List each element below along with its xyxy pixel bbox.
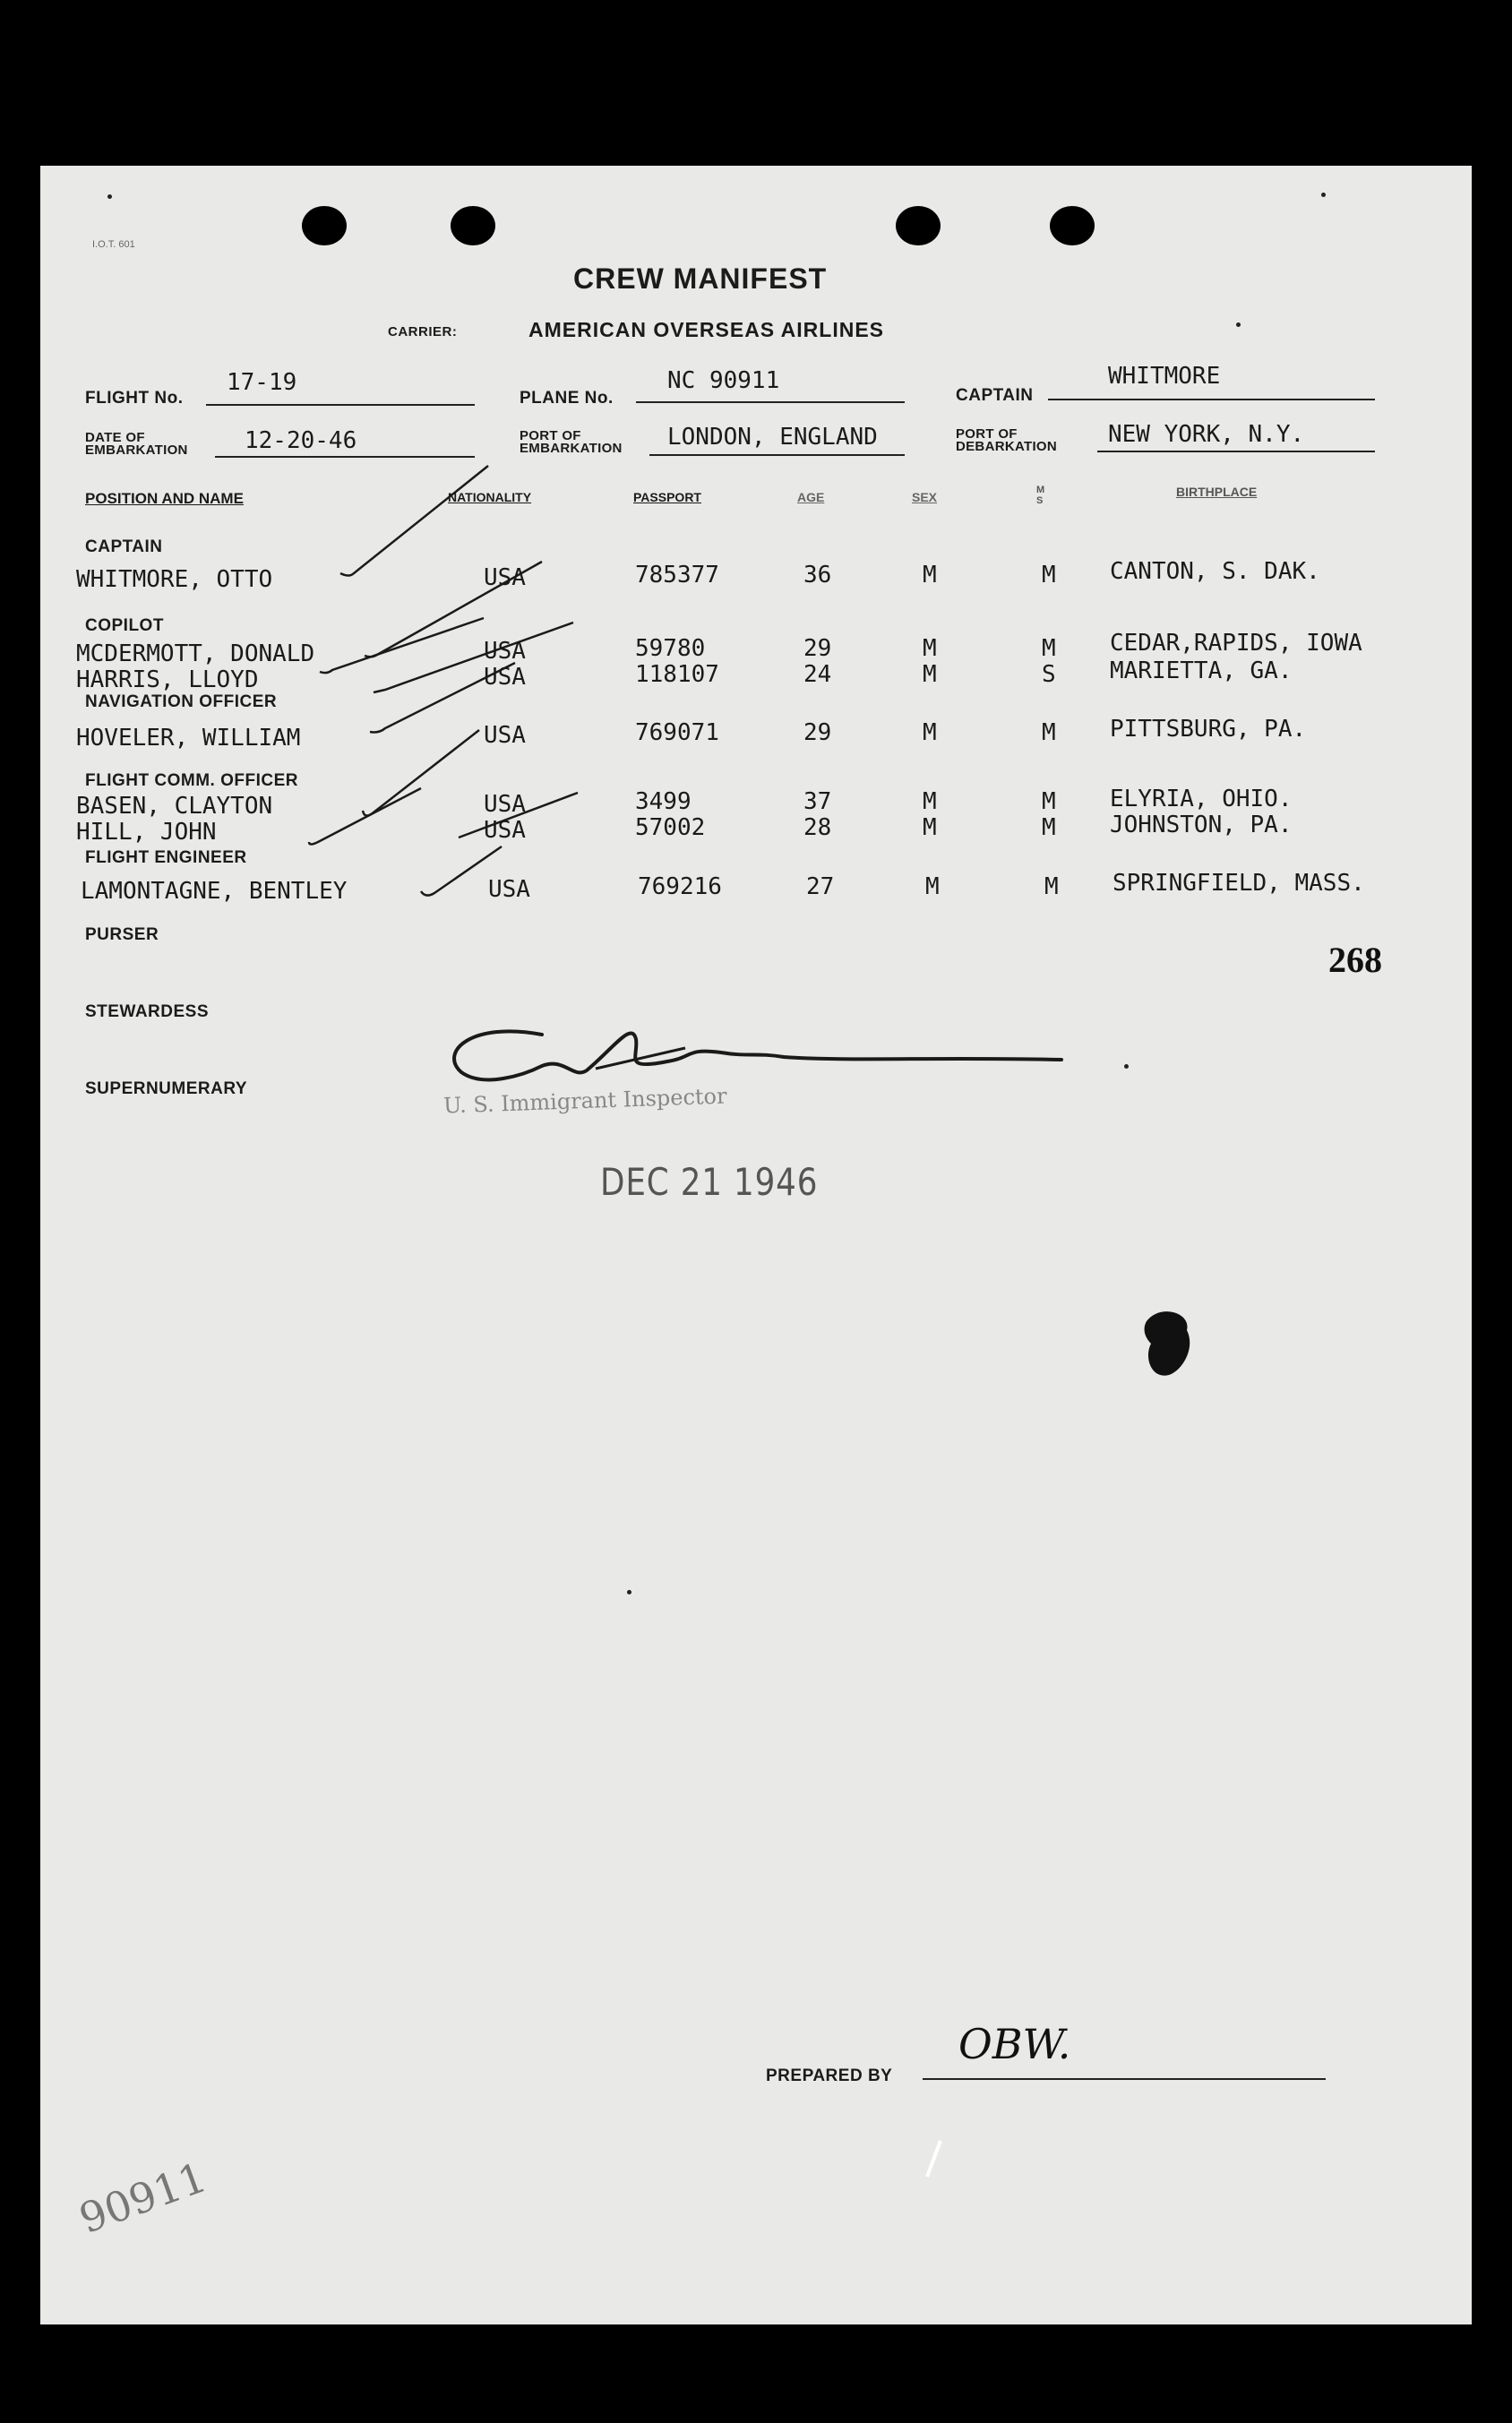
crew-name: HILL, JOHN <box>76 819 217 846</box>
crew-nationality: USA <box>488 876 530 903</box>
port-deb-label: PORT OF DEBARKATION <box>956 426 1058 454</box>
plane-no-label: PLANE No. <box>520 389 614 408</box>
speck <box>1236 322 1241 327</box>
crew-age: 27 <box>806 873 835 900</box>
crew-passport: 118107 <box>635 661 719 688</box>
crew-marital: M <box>1042 814 1056 841</box>
speck <box>1124 1064 1129 1069</box>
col-passport: PASSPORT <box>633 490 701 504</box>
section-flight-comm-officer: FLIGHT COMM. OFFICER <box>85 771 298 790</box>
crew-age: 28 <box>803 814 832 841</box>
crew-sex: M <box>923 719 937 746</box>
crew-sex: M <box>923 788 937 815</box>
crew-marital: M <box>1042 635 1056 662</box>
crew-sex: M <box>923 562 937 589</box>
flight-no-value: 17-19 <box>227 369 297 396</box>
flight-no-rule <box>206 404 475 406</box>
crew-nationality: USA <box>484 722 526 749</box>
crew-birthplace: CANTON, S. DAK. <box>1110 558 1320 585</box>
speck <box>1321 193 1326 197</box>
punch-hole <box>302 206 347 245</box>
plane-no-rule <box>636 401 905 403</box>
handwritten-note: 90911 <box>73 2152 213 2243</box>
crew-age: 36 <box>803 562 832 589</box>
crew-name: MCDERMOTT, DONALD <box>76 640 315 667</box>
col-position-name: POSITION AND NAME <box>85 490 244 507</box>
port-deb-rule <box>1097 451 1375 452</box>
crew-birthplace: JOHNSTON, PA. <box>1110 812 1293 838</box>
inspector-stamp: U. S. Immigrant Inspector <box>442 1083 727 1119</box>
flight-no-label: FLIGHT No. <box>85 389 184 408</box>
crew-marital: S <box>1042 661 1056 688</box>
date-emb-label: DATE OF EMBARKATION <box>85 430 188 458</box>
crew-passport: 769216 <box>638 873 722 900</box>
crew-birthplace: MARIETTA, GA. <box>1110 657 1293 684</box>
crew-name: HARRIS, LLOYD <box>76 666 259 693</box>
crew-marital: M <box>1042 562 1056 589</box>
captain-value: WHITMORE <box>1108 363 1221 390</box>
col-marital: M S <box>1036 485 1045 506</box>
speck <box>107 194 112 199</box>
col-sex: SEX <box>912 490 938 504</box>
port-emb-rule <box>649 454 905 456</box>
crew-passport: 3499 <box>635 788 692 815</box>
captain-label: CAPTAIN <box>956 386 1034 405</box>
crew-birthplace: CEDAR,RAPIDS, IOWA <box>1110 630 1362 657</box>
punch-hole <box>451 206 495 245</box>
manifest-sheet <box>40 166 1472 2324</box>
crew-birthplace: SPRINGFIELD, MASS. <box>1113 870 1365 897</box>
crew-marital: M <box>1042 719 1056 746</box>
prepared-by-initials: OBW. <box>958 2020 1071 2068</box>
inspector-signature <box>40 166 1472 2324</box>
crew-name: HOVELER, WILLIAM <box>76 725 301 752</box>
punch-hole <box>896 206 941 245</box>
crew-birthplace: PITTSBURG, PA. <box>1110 716 1307 743</box>
col-age: AGE <box>797 490 825 504</box>
carrier-name: AMERICAN OVERSEAS AIRLINES <box>528 318 885 341</box>
crew-marital: M <box>1042 788 1056 815</box>
crew-name: BASEN, CLAYTON <box>76 793 273 820</box>
port-emb-value: LONDON, ENGLAND <box>667 424 878 451</box>
crew-age: 29 <box>803 719 832 746</box>
date-emb-value: 12-20-46 <box>245 427 357 454</box>
crew-passport: 57002 <box>635 814 706 841</box>
section-purser: PURSER <box>85 925 159 944</box>
crew-nationality: USA <box>484 638 526 665</box>
col-birthplace: BIRTHPLACE <box>1176 485 1258 499</box>
prepared-by-rule <box>923 2078 1326 2080</box>
crew-sex: M <box>923 814 937 841</box>
port-deb-value: NEW YORK, N.Y. <box>1108 421 1305 448</box>
prepared-by-label: PREPARED BY <box>766 2066 893 2085</box>
crew-age: 37 <box>803 788 832 815</box>
crew-passport: 769071 <box>635 719 719 746</box>
section-copilot: COPILOT <box>85 616 164 635</box>
plane-no-value: NC 90911 <box>667 367 780 394</box>
date-emb-rule <box>215 456 475 458</box>
crew-passport: 59780 <box>635 635 706 662</box>
crew-nationality: USA <box>484 664 526 691</box>
section-stewardess: STEWARDESS <box>85 1002 210 1021</box>
crew-sex: M <box>923 635 937 662</box>
carrier-label: CARRIER: <box>388 324 458 339</box>
section-flight-engineer: FLIGHT ENGINEER <box>85 848 247 867</box>
crew-nationality: USA <box>484 817 526 844</box>
crew-age: 24 <box>803 661 832 688</box>
punch-hole <box>1050 206 1095 245</box>
crew-passport: 785377 <box>635 562 719 589</box>
crew-name: WHITMORE, OTTO <box>76 566 273 593</box>
section-navigation-officer: NAVIGATION OFFICER <box>85 692 278 711</box>
crew-name: LAMONTAGNE, BENTLEY <box>81 878 348 905</box>
crew-marital: M <box>1044 873 1059 900</box>
crew-nationality: USA <box>484 791 526 818</box>
crew-nationality: USA <box>484 564 526 591</box>
crew-sex: M <box>923 661 937 688</box>
col-nationality: NATIONALITY <box>448 490 532 504</box>
crew-sex: M <box>925 873 940 900</box>
form-number: I.O.T. 601 <box>92 239 135 250</box>
crew-birthplace: ELYRIA, OHIO. <box>1110 786 1293 812</box>
section-captain: CAPTAIN <box>85 537 163 556</box>
speck <box>627 1590 631 1594</box>
captain-rule <box>1048 399 1375 400</box>
port-emb-label: PORT OF EMBARKATION <box>520 428 623 456</box>
manifest-title: CREW MANIFEST <box>573 262 828 295</box>
crew-age: 29 <box>803 635 832 662</box>
section-supernumerary: SUPERNUMERARY <box>85 1079 248 1098</box>
date-stamp: DEC 21 1946 <box>600 1160 819 1204</box>
page-number: 268 <box>1328 940 1382 980</box>
